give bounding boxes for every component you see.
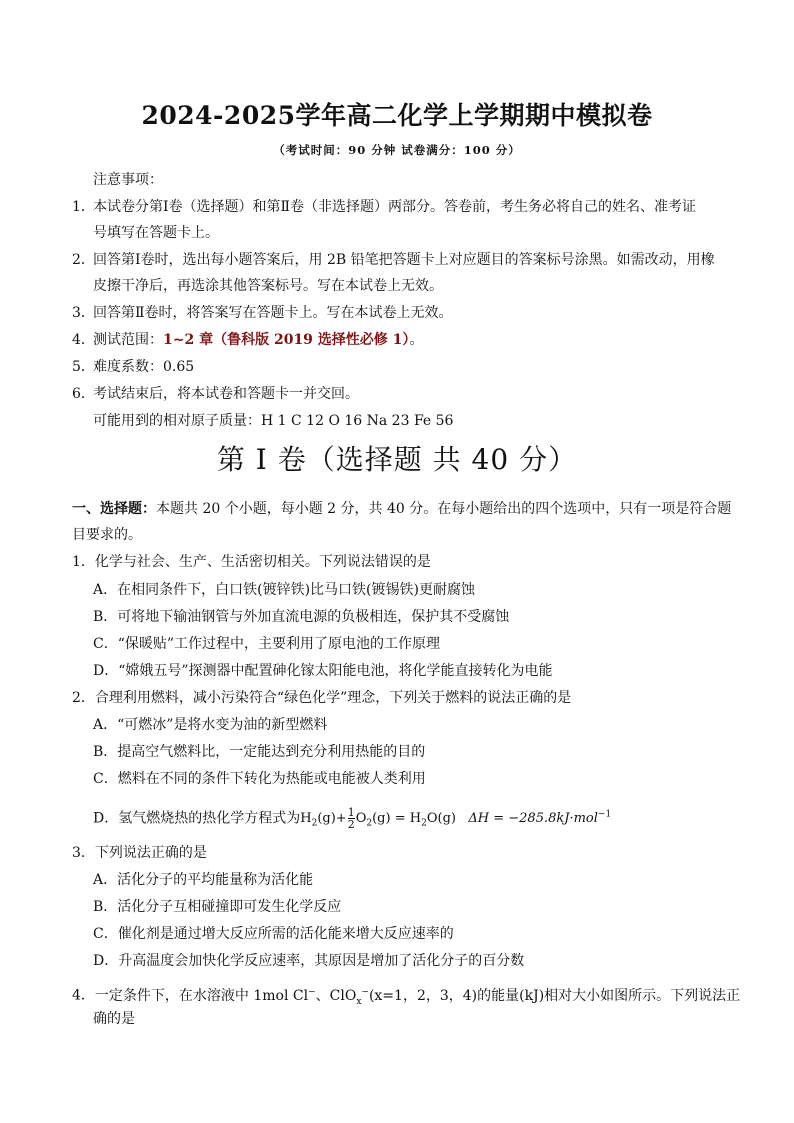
notice-number: 3．: [72, 305, 95, 321]
part1-intro: [72, 496, 732, 548]
question-stem: [72, 688, 571, 708]
notice-number: 1．: [72, 199, 95, 215]
notice-text: [93, 330, 423, 350]
question-number: 2．: [72, 690, 95, 706]
notice-text-cont: 号填写在答题卡上。: [93, 225, 219, 241]
atomic-masses: 可能用到的相对原子质量：H 1 C 12 O 16 Na 23 Fe 56: [93, 413, 454, 429]
question-text: 下列说法正确的是: [94, 845, 207, 861]
stem-prefix: 一定条件下，在水溶液中 1mol Cl: [94, 987, 309, 1004]
question-text-cont: 确的是: [93, 1011, 135, 1027]
question-text: 合理利用燃料，减小污染符合“绿色化学”理念，下列关于燃料的说法正确的是: [94, 690, 572, 706]
formula-h: H: [300, 811, 312, 827]
question-number: 3．: [72, 845, 95, 861]
formula-sub: 2: [311, 818, 318, 829]
formula-sub: x: [356, 996, 362, 1007]
option-a: A．“可燃冰”是将水变为油的新型燃料: [93, 717, 328, 733]
enthalpy-change: ΔH = −285.8kJ·mol: [468, 811, 598, 827]
notice-text: 回答第Ⅰ卷时，选出每小题答案后，用 2B 铅笔把答题卡上对应题目的答案标号涂黑。如需改动，用橡: [93, 252, 715, 268]
notice-number: 6．: [72, 386, 95, 402]
formula-state: (g): [372, 811, 391, 827]
notice-prefix: 测试范围：: [93, 332, 163, 348]
option-b: B．活化分子互相碰撞即可发生化学反应: [93, 899, 342, 915]
option-d: [93, 800, 611, 839]
notice-suffix: 。: [409, 332, 424, 348]
notice-text: 难度系数：0.65: [93, 359, 195, 375]
formula-h: H: [409, 811, 422, 827]
formula-plus: +: [335, 811, 347, 827]
formula-sup: −1: [597, 810, 612, 820]
option-a: A．在相同条件下，白口铁(镀锌铁)比马口铁(镀锡铁)更耐腐蚀: [93, 582, 475, 598]
option-d: D．升高温度会加快化学反应速率，其原因是增加了活化分子的百分数: [93, 953, 525, 969]
fraction-denominator: 2: [347, 818, 355, 832]
part1-text: 本题共 20 个小题，每小题 2 分，共 40 分。在每小题给出的四个选项中，只有一项是符合题目要求的。: [72, 501, 732, 543]
question-stem: [72, 843, 207, 863]
stem-suffix: (x=1，2，3，4)的能量(kJ)相对大小如图所示。下列说法正: [368, 987, 741, 1004]
notice-number: 2．: [72, 252, 95, 268]
exam-subtitle: （考试时间：90 分钟 试卷满分：100 分）: [273, 143, 521, 157]
notice-text-cont: 皮擦干净后，再选涂其他答案标号。写在本试卷上无效。: [93, 278, 443, 294]
formula-o: O: [426, 811, 438, 827]
formula-state: (g): [317, 811, 336, 827]
formula-sub: 2: [421, 818, 427, 829]
question-text: [94, 987, 741, 1007]
exam-title: 2024-2025学年高二化学上学期期中模拟卷: [141, 101, 653, 130]
section-title: 第 I 卷（选择题 共 40 分）: [216, 443, 578, 476]
notice-number: 5．: [72, 359, 95, 375]
option-c: C．“保暖贴”工作过程中，主要利用了原电池的工作原理: [93, 636, 441, 652]
part1-label: 一、选择题：: [72, 501, 156, 517]
thermochemical-equation: [300, 806, 612, 832]
formula-sup: −: [308, 987, 316, 997]
option-c: C．催化剂是通过增大反应所需的活化能来增大反应速率的: [93, 926, 454, 942]
notice-heading: 注意事项：: [93, 172, 163, 188]
notice-text: 本试卷分第Ⅰ卷（选择题）和第Ⅱ卷（非选择题）两部分。答卷前，考生务必将自己的姓名、准考证: [93, 199, 697, 215]
notice-text: 回答第Ⅱ卷时，将答案写在答题卡上。写在本试卷上无效。: [93, 305, 453, 321]
question-text: 化学与社会、生产、生活密切相关。下列说法错误的是: [94, 554, 431, 570]
fraction-numerator: 1: [347, 806, 355, 820]
formula-sub: 2: [366, 818, 373, 829]
option-c: C．燃料在不同的条件下转化为热能或电能被人类利用: [93, 771, 426, 787]
stem-mid: 、ClO: [315, 987, 357, 1004]
option-d-prefix: D．氢气燃烧热的热化学方程式为: [93, 810, 301, 827]
formula-o: O: [355, 811, 367, 827]
option-b: B．提高空气燃料比，一定能达到充分利用热能的目的: [93, 744, 426, 760]
option-d: D．“嫦娥五号”探测器中配置砷化镓太阳能电池，将化学能直接转化为电能: [93, 663, 553, 679]
question-stem: [72, 552, 431, 572]
formula-state: (g): [437, 811, 456, 827]
question-stem: [72, 982, 740, 1011]
fraction-half: [348, 807, 355, 830]
formula-equals: =: [394, 811, 406, 827]
formula-sup: −: [361, 987, 369, 997]
question-number: 4．: [72, 987, 95, 1004]
option-a: A．活化分子的平均能量称为活化能: [93, 872, 314, 888]
question-number: 1．: [72, 554, 95, 570]
notice-number: 4．: [72, 332, 95, 348]
notice-text: 考试结束后，将本试卷和答题卡一并交回。: [93, 386, 359, 402]
option-b: B．可将地下输油钢管与外加直流电源的负极相连，保护其不受腐蚀: [93, 609, 510, 625]
test-scope-highlight: 1~2 章（鲁科版 2019 选择性必修 1）: [163, 332, 410, 348]
